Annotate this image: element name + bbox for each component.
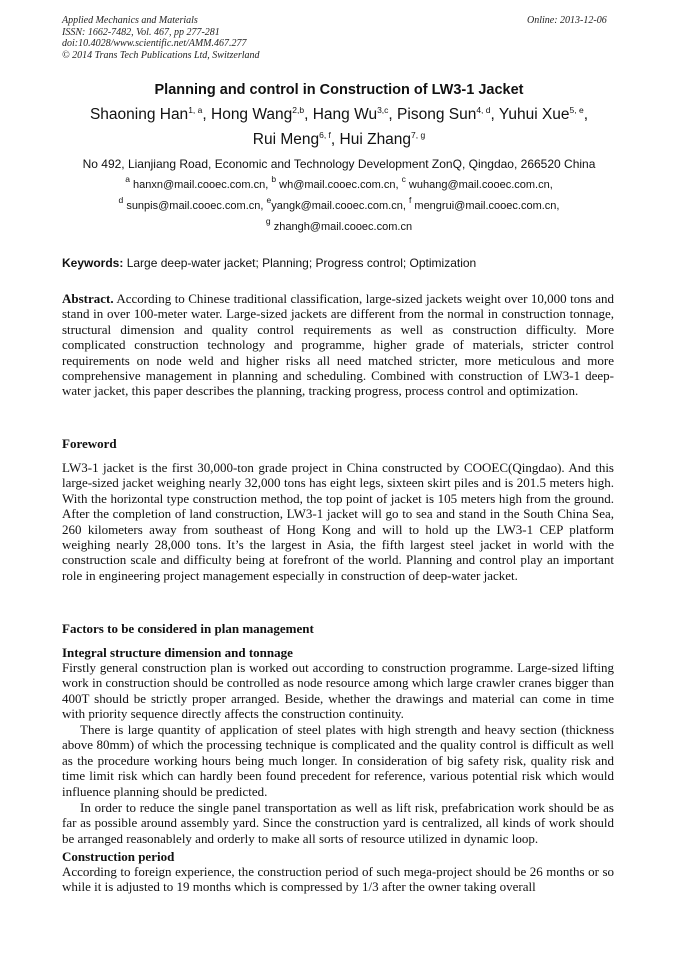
copyright-line: © 2014 Trans Tech Publications Ltd, Switzerland [62, 49, 260, 61]
running-header [62, 15, 260, 61]
online-date: Online: 2013-12-06 [527, 15, 607, 26]
email-address: sunpis@mail.cooec.com.cn [126, 200, 261, 212]
keywords [62, 256, 476, 270]
author-name: Pisong Sun [397, 106, 477, 123]
keywords-label: Keywords: [62, 256, 124, 270]
affiliation: No 492, Lianjiang Road, Economic and Technology Development ZonQ, Qingdao, 266520 China [82, 157, 596, 171]
email-line-2: $^d$ sunpis@mail.cooec.com.cn, $^e$yangk@mail.cooec.com.cn, $^f$ mengrui@mail.cooec.com.cn, [118, 195, 560, 212]
author-sup: 2,b [292, 105, 305, 115]
email-line-3: $^g$ zhangh@mail.cooec.com.cn [265, 216, 413, 233]
body-paragraph: In order to reduce the single panel transportation as well as lift risk, prefabrication work should be as far as possible around assembly yard. Since the construction yard is centralized, all kinds of work should be arranged reasonablely and orderly to make all sorts of resource utilized in dynamic loop. [62, 800, 614, 846]
subsection-heading-structure: Integral structure dimension and tonnage [62, 645, 293, 660]
subsection-heading-period: Construction period [62, 849, 175, 864]
abstract [62, 291, 614, 399]
author-sup: 5, e [569, 105, 584, 115]
body-paragraph: There is large quantity of application of steel plates with high strength and heavy section (thickness above 80mm) of which the processing technique is complicated and the quality control is difficult as well as the procedure working hours being much longer. In consideration of big safety risk, quality risk and time limit risk which can hardly been found precedent for reference, various potential risk which would influence planning should be predicted. [62, 722, 614, 799]
email-address: hanxn@mail.cooec.com.cn [133, 179, 266, 191]
foreword-paragraph: LW3-1 jacket is the first 30,000-ton grade project in China constructed by COOEC(Qingdao). And this large-sized jacket weighing nearly 32,000 tons has eight legs, sixteen skirt piles and is 201.5 meters high. With the horizontal type construction method, the top point of jacket is 105 meters high from the ground. After the completion of land construction, LW3-1 jacket will go to sea and stand in the South China Sea, 260 kilometers away from southeast of Hong Kong and will to hold up the LW3-1 CEP platform weighing nearly 28,000 tons. It’s the largest in Asia, the fifth largest steel jacket in world with the construction scale and difficulty being at forefront of the world. Planning and control play an important role in engineering project management especially in construction of deep-water jacket. [62, 460, 614, 583]
body-paragraph: According to foreign experience, the construction period of such mega-project should be 26 months or so while it is adjusted to 19 months which is compressed by 1/3 after the owner taking overall [62, 864, 614, 895]
author-sup: 7, g [411, 130, 426, 140]
author-line-1: Shaoning Han$^{1, a}$, Hong Wang$^{2,b}$, Hang Wu$^{3,c}$, Pisong Sun$^{4, d}$, Yuhui Xue$^{5, e}$, [89, 105, 589, 123]
email-address: wh@mail.cooec.com.cn [279, 179, 396, 191]
doi-line: doi:10.4028/www.scientific.net/AMM.467.277 [62, 38, 247, 49]
email-address: wuhang@mail.cooec.com.cn [408, 179, 550, 191]
author-name: Shaoning Han [89, 106, 189, 123]
email-address: yangk@mail.cooec.com.cn [271, 200, 403, 212]
issn-line: ISSN: 1662-7482, Vol. 467, pp 277-281 [62, 26, 220, 38]
keywords-text: Large deep-water jacket; Planning; Progress control; Optimization [126, 256, 477, 270]
email-address: mengrui@mail.cooec.com.cn [414, 200, 557, 212]
abstract-text: According to Chinese traditional classification, large-sized jackets weight over 10,000 tons and stand in over 100-meter water. Large-sized jackets are different from the normal in construction tonnage, structural dimension and quality control requirements as well as construction difficulty. More complicated construction technology and programme, higher grade of materials, stricter control requirements on node weld and higher risks all need matched stricter, more meticulous and more comprehensive management in planning and scheduling. Combined with construction of LW3-1 deep-water jacket, this paper describes the planning, tracking progress, process control and optimization. [62, 291, 614, 399]
author-name: Yuhui Xue [498, 106, 570, 123]
journal-name: Applied Mechanics and Materials [62, 15, 198, 26]
section-heading-foreword: Foreword [62, 436, 117, 451]
author-sup: 1, a [188, 105, 203, 115]
body-paragraph: Firstly general construction plan is worked out according to construction programme. Large-sized lifting work in construction should be controlled as node resource among which large crawler cranes bigger than 400T should be strictly proper arranged. Beside, whether the drawings and material can come in time with priority sequence directly affects the construction continuity. [62, 660, 614, 722]
author-name: Rui Meng [252, 131, 320, 148]
author-sup: 4, d [476, 105, 491, 115]
author-sup: 3,c [377, 105, 389, 115]
abstract-label: Abstract. [62, 291, 114, 306]
paper-title: Planning and control in Construction of LW3-1 Jacket [154, 82, 524, 98]
section-heading-factors: Factors to be considered in plan management [62, 621, 314, 636]
email-address: zhangh@mail.cooec.com.cn [273, 221, 413, 233]
author-name: Hong Wang [211, 106, 293, 123]
author-line-2: Rui Meng$^{6, f}$, Hui Zhang$^{7, g}$ [252, 130, 426, 148]
author-name: Hang Wu [312, 106, 378, 123]
author-name: Hui Zhang [339, 131, 412, 148]
author-sup: 6, f [319, 130, 331, 140]
email-line-1: $^a$ hanxn@mail.cooec.com.cn, $^b$ wh@mail.cooec.com.cn, $^c$ wuhang@mail.cooec.com.cn, [125, 174, 553, 191]
